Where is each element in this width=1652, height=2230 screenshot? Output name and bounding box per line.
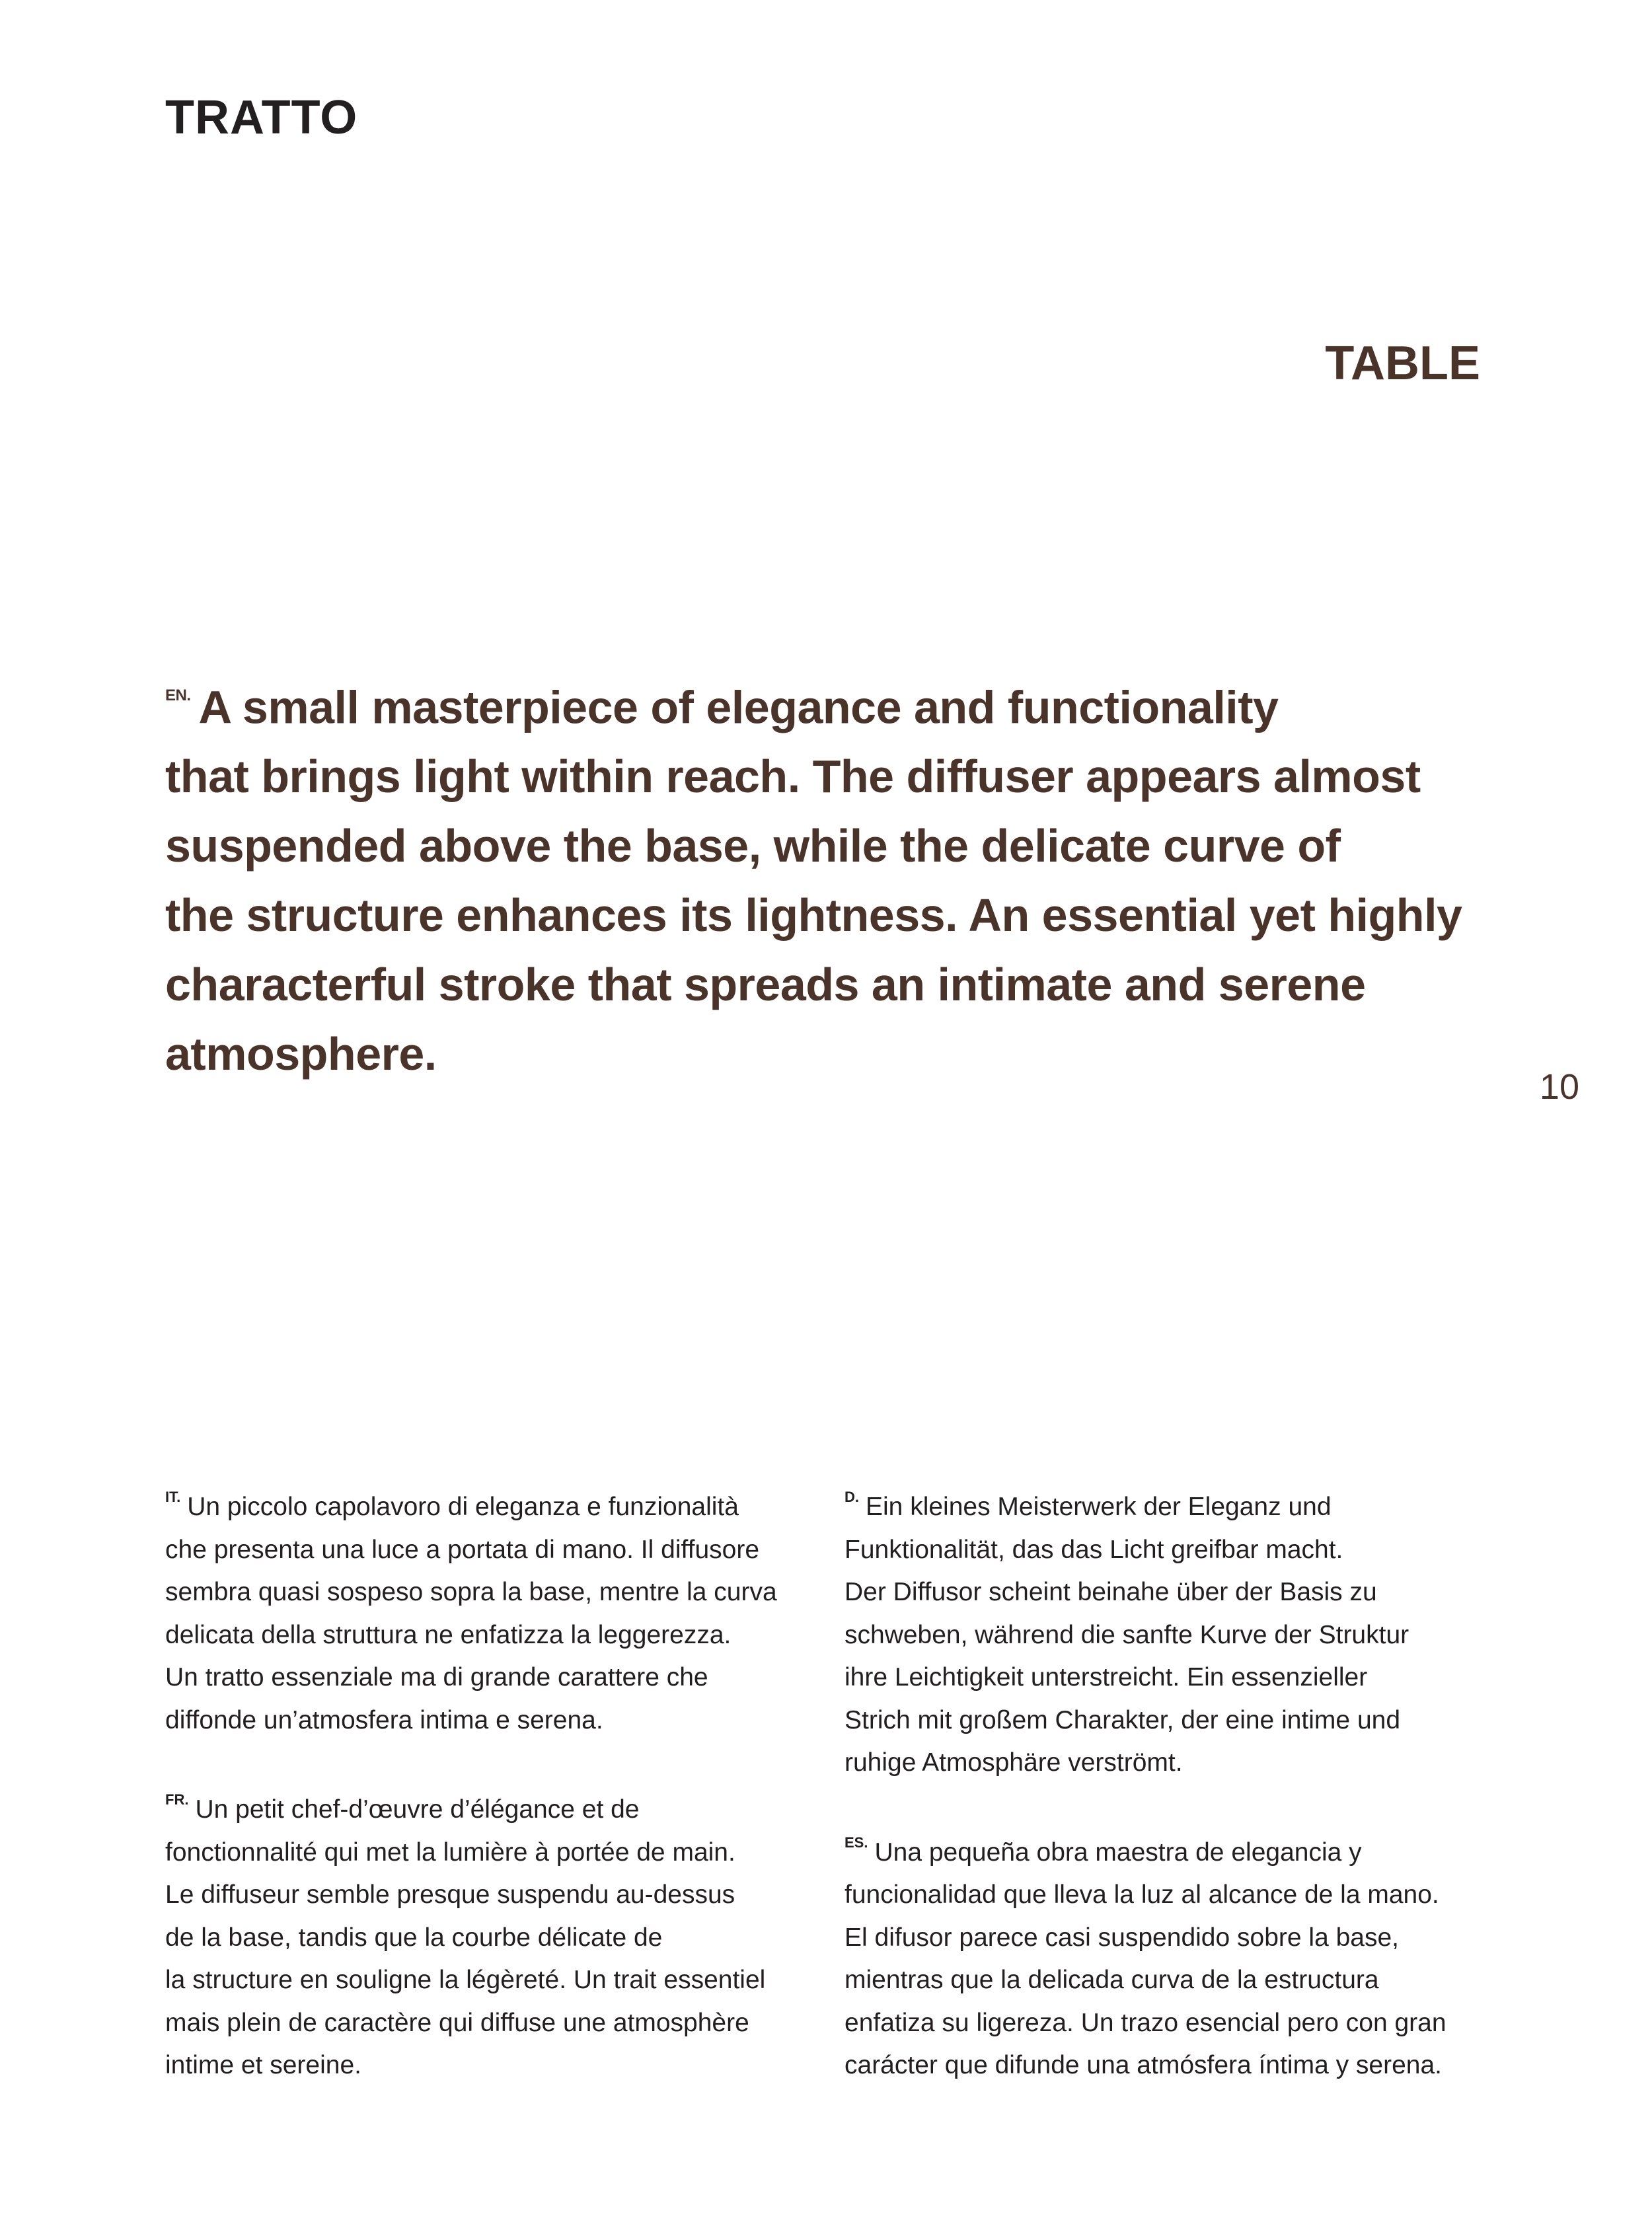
text-line: de la base, tandis que la courbe délicate de (165, 1923, 663, 1952)
text-line: funcionalidad que lleva la luz al alcance de la mano. (845, 1880, 1439, 1909)
lead-line: atmosphere. (165, 1028, 437, 1080)
lead-line: $^{EN.}$ A small masterpiece of elegance and functionality (165, 681, 1279, 733)
brand-title: TRATTO (165, 91, 358, 144)
lang-tag-es: ES. (845, 1834, 868, 1851)
text-line: intime et sereine. (165, 2051, 361, 2079)
lead-line: suspended above the base, while the delicate curve of (165, 820, 1341, 872)
text-line: Un tratto essenziale ma di grande carattere che (165, 1663, 708, 1691)
text-line: diffonde un’atmosfera intima e serena. (165, 1705, 603, 1734)
text-line: $^{FR.}$ Un petit chef-d’œuvre d’élégance et de (165, 1791, 640, 1824)
text-line: fonctionnalité qui met la lumière à portée de main. (165, 1838, 735, 1867)
text-line: Funktionalität, das das Licht greifbar macht. (845, 1535, 1343, 1564)
text-line: $^{ES.}$ Una pequeña obra maestra de elegancia y (845, 1834, 1362, 1867)
paragraph-de (845, 1480, 1505, 1785)
text-line: ihre Leichtigkeit unterstreicht. Ein essenzieller (845, 1663, 1368, 1691)
text-line: la structure en souligne la légèreté. Un trait essentiel (165, 1966, 766, 1994)
translations-right-column (845, 1480, 1505, 2128)
text-line: che presenta una luce a portata di mano. Il diffusore (165, 1535, 760, 1564)
lang-tag-fr: FR. (165, 1791, 189, 1808)
text-line: ruhige Atmosphäre verströmt. (845, 1748, 1183, 1777)
lead-paragraph-en (165, 667, 1480, 1089)
text-line: mais plein de caractère qui diffuse une atmosphère (165, 2008, 749, 2037)
text-line: schweben, während die sanfte Kurve der Struktur (845, 1620, 1409, 1649)
lead-line: that brings light within reach. The diffuser appears almost (165, 751, 1421, 803)
text-line: delicata della struttura ne enfatizza la leggerezza. (165, 1620, 732, 1649)
text-line: mientras que la delicada curva de la estructura (845, 1966, 1379, 1994)
paragraph-it (165, 1480, 826, 1742)
category-heading: TABLE (1325, 337, 1480, 390)
text-line: enfatiza su ligereza. Un trazo esencial pero con gran (845, 2008, 1446, 2037)
page-number: 10 (1539, 1067, 1579, 1107)
text-line: $^{D.}$ Ein kleines Meisterwerk der Eleganz und (845, 1489, 1332, 1521)
text-line: El difusor parece casi suspendido sobre la base, (845, 1923, 1399, 1952)
lang-tag-it: IT. (165, 1489, 181, 1505)
lang-tag-en: EN. (165, 687, 191, 704)
translations-left-column (165, 1480, 826, 2128)
text-line: Der Diffusor scheint beinahe über der Basis zu (845, 1578, 1377, 1606)
text-line: Le diffuseur semble presque suspendu au-dessus (165, 1880, 735, 1909)
text-line: sembra quasi sospeso sopra la base, mentre la curva (165, 1578, 777, 1606)
lead-line: characterful stroke that spreads an intimate and serene (165, 959, 1366, 1011)
paragraph-es (845, 1826, 1505, 2087)
lang-tag-de: D. (845, 1489, 859, 1505)
paragraph-fr (165, 1783, 826, 2087)
text-line: Strich mit großem Charakter, der eine intime und (845, 1705, 1401, 1734)
text-line: $^{IT.}$ Un piccolo capolavoro di eleganza e funzionalità (165, 1489, 739, 1521)
text-line: carácter que difunde una atmósfera íntima y serena. (845, 2051, 1443, 2079)
lead-line: the structure enhances its lightness. An essential yet highly (165, 889, 1462, 942)
